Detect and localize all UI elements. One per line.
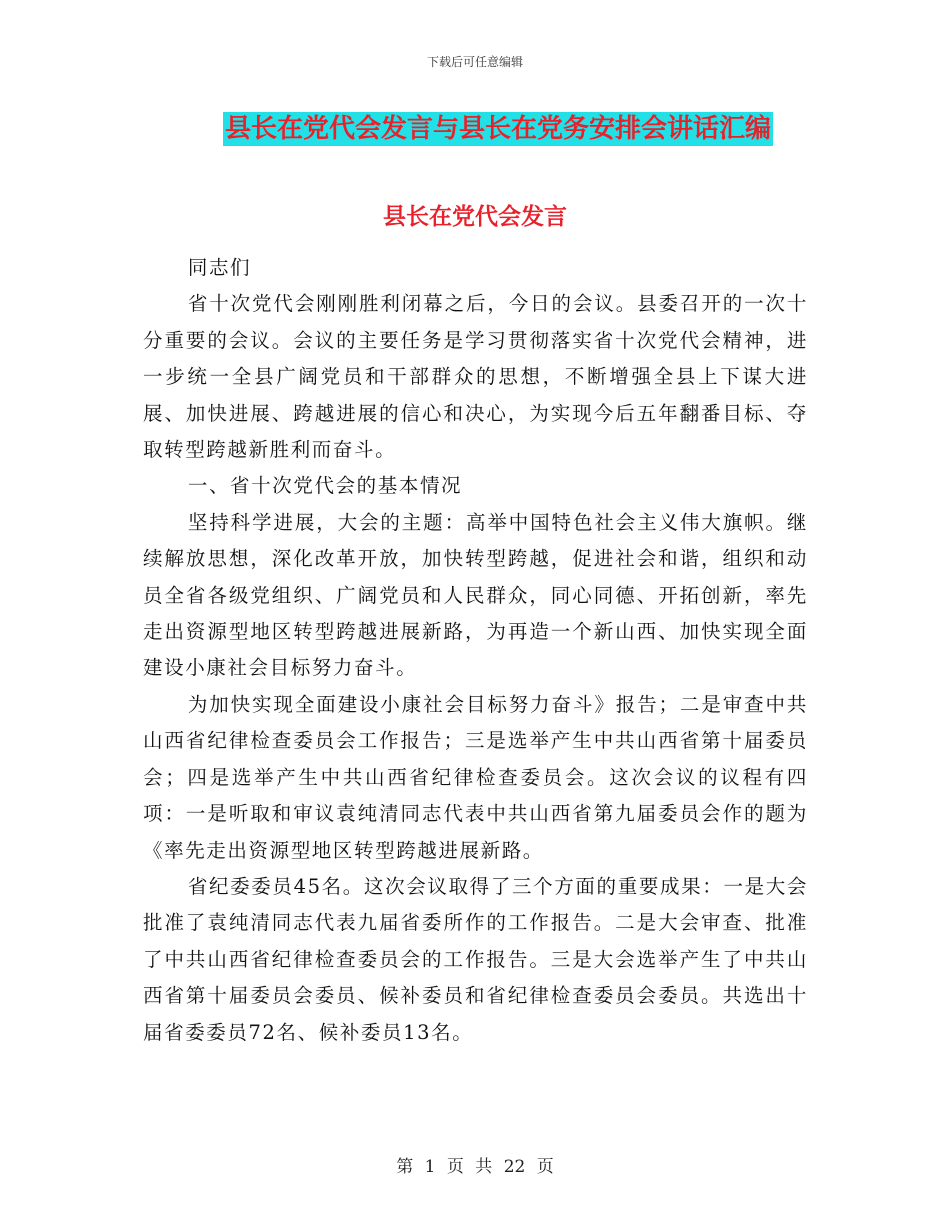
body-paragraph: 同志们 <box>187 256 252 279</box>
body-paragraph: 一、省十次党代会的基本情况 <box>187 474 463 498</box>
page-header-note: 下载后可任意编辑 <box>426 55 523 69</box>
body-paragraph: 省纪委委员45名。这次会议取得了三个方面的重要成果：一是大会批准了袁纯清同志代表九届省委所作的工作报告。二是大会审查、批准了中共山西省纪律检查委员会的工作报告。三是大会选举产生了中共山西省第十届委员会委员、候补委员和省纪律检查委员会委员。共选出十届省委委员72名、候补委员13名。 <box>143 874 808 1044</box>
document-title: 县长在党代会发言与县长在党务安排会讲话汇编 <box>224 114 771 144</box>
document-title-container <box>0 112 950 146</box>
document-body <box>143 250 808 1051</box>
page-footer: 第 1 页 共 22 页 <box>396 1157 554 1177</box>
body-paragraph: 为加快实现全面建设小康社会目标努力奋斗》报告；二是审查中共山西省纪律检查委员会工作报告；三是选举产生中共山西省第十届委员会；四是选举产生中共山西省纪律检查委员会。这次会议的议程有四项：一是听取和审议袁纯清同志代表中共山西省第九届委员会作的题为《率先走出资源型地区转型跨越进展新路。 <box>143 692 808 862</box>
body-paragraph: 坚持科学进展，大会的主题：高举中国特色社会主义伟大旗帜。继续解放思想，深化改革开放，加快转型跨越，促进社会和谐，组织和动员全省各级党组织、广阔党员和人民群众，同心同德、开拓创新，率先走出资源型地区转型跨越进展新路，为再造一个新山西、加快实现全面建设小康社会目标努力奋斗。 <box>143 510 808 680</box>
section-title: 县长在党代会发言 <box>383 204 567 230</box>
body-paragraph: 省十次党代会刚刚胜利闭幕之后，今日的会议。县委召开的一次十分重要的会议。会议的主要任务是学习贯彻落实省十次党代会精神，进一步统一全县广阔党员和干部群众的思想，不断增强全县上下谋大进展、加快进展、跨越进展的信心和决心，为实现今后五年翻番目标、夺取转型跨越新胜利而奋斗。 <box>143 292 808 462</box>
